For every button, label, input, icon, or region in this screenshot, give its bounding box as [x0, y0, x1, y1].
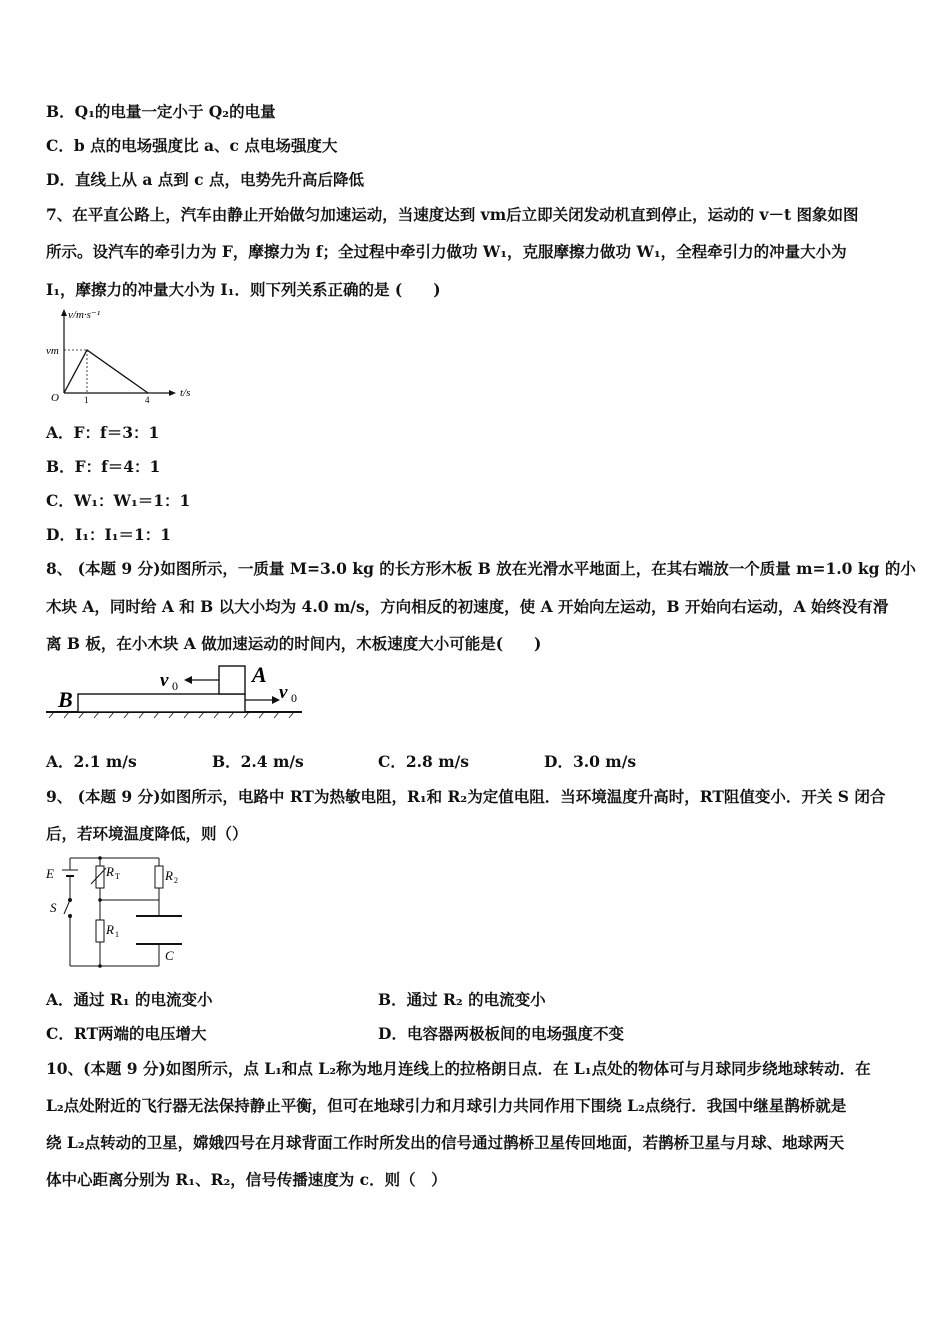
q9-option-d: D．电容器两极板间的电场强度不变	[378, 1024, 624, 1043]
q8-stem-line3: 离 B 板，在小木块 A 做加速运动的时间内，木板速度大小可能是( )	[46, 634, 542, 653]
y-axis-arrow	[61, 309, 67, 316]
q9-stem-line2: 后，若环境温度降低，则（）	[46, 824, 248, 843]
tick-1: 1	[84, 395, 89, 405]
resistor-r2	[155, 866, 163, 888]
q8-option-c: C．2.8 m/s	[378, 752, 469, 771]
q7-option-a: A．F：f＝3：1	[46, 423, 160, 442]
q8-stem-line1: 8、 (本题 9 分)如图所示，一质量 M=3.0 kg 的长方形木板 B 放在光滑水平地面上，在其右端放一个质量 m=1.0 kg 的小	[46, 559, 916, 578]
q6-option-c: C．b 点的电场强度比 a、c 点电场强度大	[46, 136, 338, 155]
q10-stem-line3: 绕 L₂点转动的卫星，嫦娥四号在月球背面工作时所发出的信号通过鹊桥卫星传回地面，若鹊桥卫星与月球、地球两天	[46, 1133, 845, 1152]
q6-option-b: B．Q₁的电量一定小于 Q₂的电量	[46, 102, 276, 121]
label-s: S	[50, 900, 57, 915]
q9-circuit-figure	[44, 852, 194, 972]
q6-option-d: D．直线上从 a 点到 c 点，电势先升高后降低	[46, 170, 365, 189]
arrow-left-head	[184, 676, 192, 684]
label-r1-sub: 1	[115, 930, 119, 939]
q10-stem-line1: 10、(本题 9 分)如图所示，点 L₁和点 L₂称为地月连线上的拉格朗日点．在 L₁点处的物体可与月球同步绕地球转动．在	[46, 1059, 871, 1078]
label-rt: R	[106, 864, 114, 879]
q8-option-d: D．3.0 m/s	[544, 752, 637, 771]
q10-stem-line2: L₂点处附近的飞行器无法保持静止平衡，但可在地球引力和月球引力共同作用下围绕 L₂点绕行．我国中继星鹊桥就是	[46, 1096, 847, 1115]
origin-label: O	[51, 392, 59, 404]
q7-stem-line3: I₁，摩擦力的冲量大小为 I₁．则下列关系正确的是 ( )	[46, 280, 441, 299]
label-rt-sub: T	[115, 872, 120, 881]
label-a: A	[252, 662, 267, 687]
q7-stem-line2: 所示。设汽车的牵引力为 F，摩擦力为 f；全过程中牵引力做功 W₁，克服摩擦力做功 W₁，全程牵引力的冲量大小为	[46, 242, 847, 261]
q7-option-d: D．I₁：I₁＝1：1	[46, 525, 172, 544]
q9-stem-line1: 9、 (本题 9 分)如图所示，电路中 RT为热敏电阻，R₁和 R₂为定值电阻．当环境温度升高时，RT阻值变小．开关 S 闭合	[46, 787, 886, 806]
v0-left-sub: 0	[172, 679, 178, 693]
q8-stem-line2: 木块 A，同时给 A 和 B 以大小均为 4.0 m/s，方向相反的初速度，使 A 开始向左运动，B 开始向右运动，A 始终没有滑	[46, 597, 889, 616]
vm-label: vm	[46, 345, 59, 357]
q9-option-b: B．通过 R₂ 的电流变小	[378, 990, 546, 1009]
q7-option-b: B．F：f＝4：1	[46, 457, 161, 476]
q7-vt-graph	[40, 305, 200, 405]
y-axis-label: v/m·s⁻¹	[68, 309, 101, 321]
label-r2-sub: 2	[174, 876, 178, 885]
tick-4: 4	[145, 395, 150, 405]
block-a	[219, 666, 245, 694]
label-b: B	[58, 687, 73, 712]
x-axis-label: t/s	[180, 387, 191, 399]
resistor-r1	[96, 920, 104, 942]
v0-left-label: v	[160, 670, 169, 691]
label-r2: R	[165, 868, 173, 883]
board-b	[78, 694, 245, 712]
q9-option-c: C．RT两端的电压增大	[46, 1024, 207, 1043]
vt-curve	[64, 350, 148, 393]
v0-right-sub: 0	[291, 691, 297, 705]
q8-option-a: A．2.1 m/s	[46, 752, 137, 771]
q8-option-b: B．2.4 m/s	[212, 752, 304, 771]
label-e: E	[46, 866, 54, 881]
q7-option-c: C．W₁：W₁＝1：1	[46, 491, 191, 510]
q10-stem-line4: 体中心距离分别为 R₁、R₂，信号传播速度为 c．则（ ）	[46, 1170, 447, 1189]
switch-blade	[64, 900, 70, 914]
q9-option-a: A．通过 R₁ 的电流变小	[46, 990, 213, 1009]
label-c: C	[165, 948, 174, 963]
q7-stem-line1: 7、在平直公路上，汽车由静止开始做匀加速运动，当速度达到 vm后立即关闭发动机直到停止，运动的 v－t 图象如图	[46, 205, 859, 224]
q8-board-figure	[44, 660, 304, 720]
x-axis-arrow	[169, 390, 176, 396]
v0-right-label: v	[279, 682, 288, 703]
label-r1: R	[106, 922, 114, 937]
